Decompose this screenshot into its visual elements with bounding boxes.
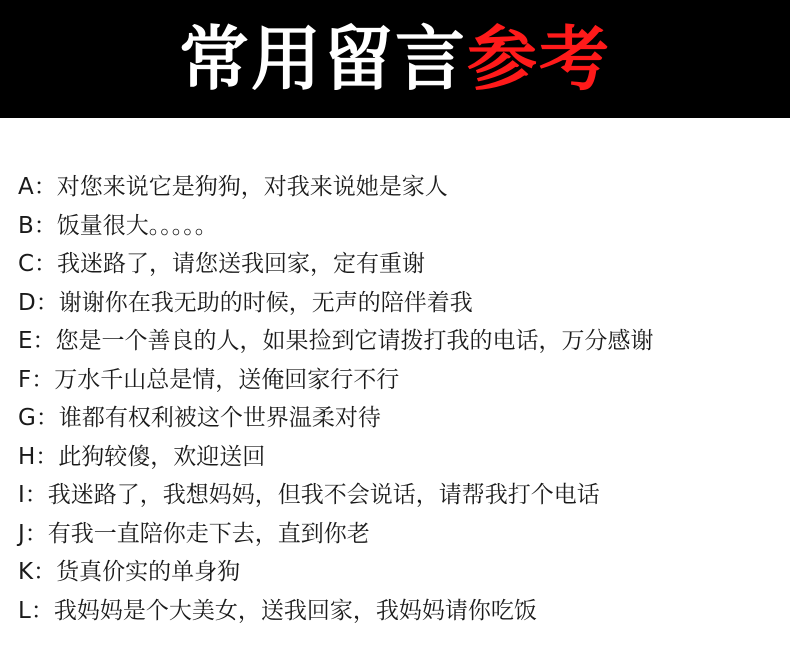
message-item-h: H：此狗较傻，欢迎送回: [18, 443, 266, 470]
message-list: [18, 168, 788, 630]
message-item-d: D：谢谢你在我无助的时候，无声的陪伴着我: [18, 289, 473, 316]
message-item-g: G：谁都有权利被这个世界温柔对待: [18, 405, 381, 431]
message-item-a: A：对您来说它是狗狗，对我来说她是家人: [18, 174, 448, 200]
message-item-b: B：饭量很大。。。。。: [18, 212, 218, 239]
message-item-c: C：我迷路了，请您送我回家，定有重谢: [18, 251, 426, 277]
page-title: [0, 16, 790, 102]
title-accent-text: 参考: [467, 18, 611, 100]
title-main-text: 常用留言: [179, 18, 467, 100]
message-item-f: F：万水千山总是情，送俺回家行不行: [18, 366, 400, 393]
message-item-l: L：我妈妈是个大美女，送我回家，我妈妈请你吃饭: [18, 597, 537, 624]
message-item-j: J：有我一直陪你走下去，直到你老: [18, 520, 370, 547]
message-item-i: I：我迷路了，我想妈妈，但我不会说话，请帮我打个电话: [18, 482, 600, 508]
title-banner: [0, 0, 790, 118]
message-item-e: E：您是一个善良的人，如果捡到它请拨打我的电话，万分感谢: [18, 328, 654, 354]
message-item-k: K：货真价实的单身狗: [18, 559, 241, 585]
